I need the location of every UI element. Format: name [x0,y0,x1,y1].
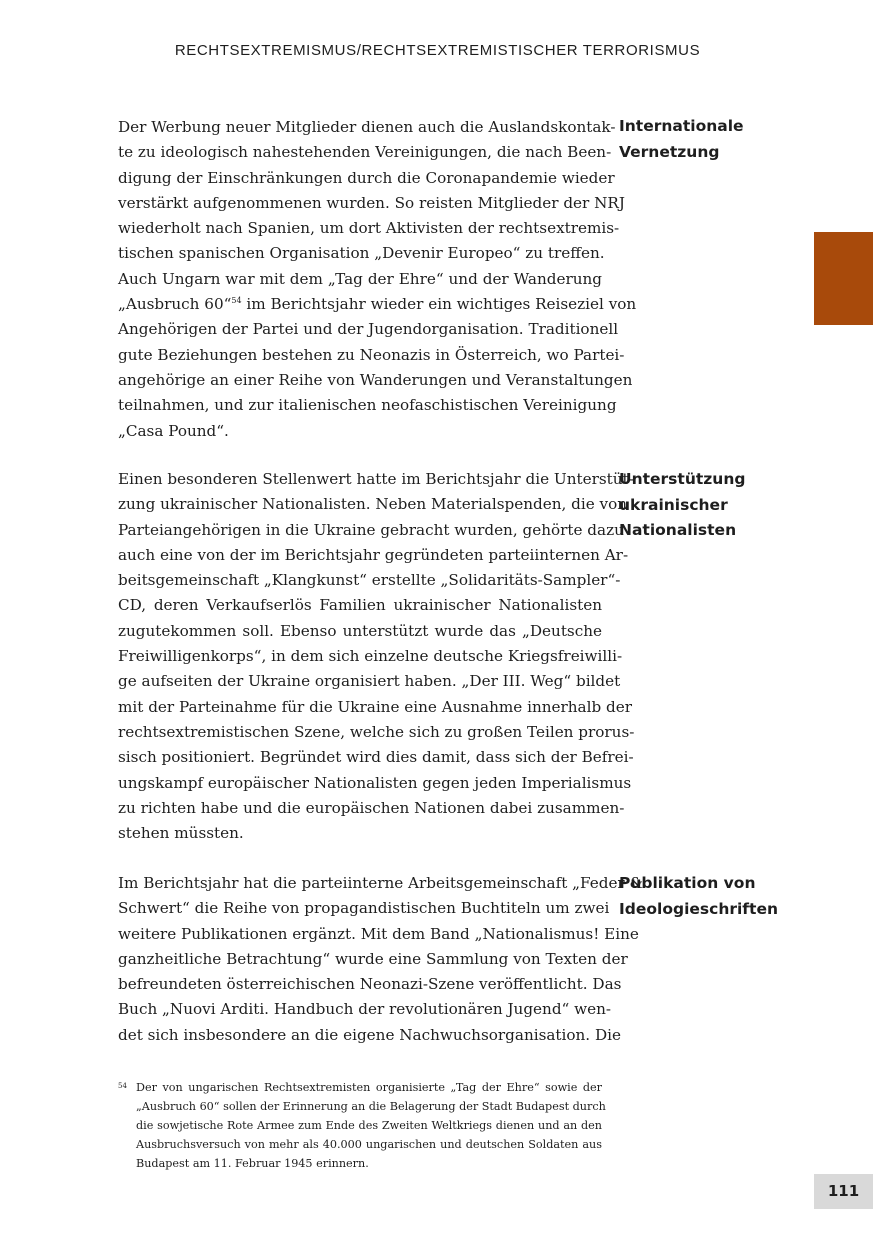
text-line: sisch positioniert. Begründet wird dies damit, dass sich der Befrei- [118,748,634,767]
text-fragment: „Ausbruch 60“ [118,295,232,314]
text-line: verstärkt aufgenommenen wurden. So reisten Mitglieder der NRJ [118,193,625,212]
text-line: teilnahmen, und zur italienischen neofaschistischen Vereinigung [118,396,617,415]
text-line: gute Beziehungen bestehen zu Neonazis in Österreich, wo Partei- [118,345,625,364]
text-line-with-footnote [118,292,637,317]
text-line: Auch Ungarn war mit dem „Tag der Ehre“ und der Wanderung [118,269,602,288]
text-line: det sich insbesondere an die eigene Nachwuchsorganisation. Die [118,1025,621,1044]
text-line: tischen spanischen Organisation „Devenir Europeo“ zu treffen. [118,244,605,263]
text-line: Angehörigen der Partei und der Jugendorganisation. Traditionell [118,320,619,339]
text-line: zu richten habe und die europäischen Nationen dabei zusammen- [118,798,625,817]
text-line: Einen besonderen Stellenwert hatte im Berichtsjahr die Unterstüt- [118,470,634,488]
footnote-line: die sowjetische Rote Armee zum Ende des Zweiten Weltkriegs dienen und an den [136,1119,602,1132]
margin-heading-international-networking: Internationale Vernetzung [619,117,744,161]
text-line: ganzheitliche Betrachtung“ wurde eine Sammlung von Texten der [118,949,628,968]
text-line: angehörige an einer Reihe von Wanderungen und Veranstaltungen [118,370,633,389]
text-line: rechtsextremistischen Szene, welche sich zu großen Teilen prorus- [118,722,635,741]
text-line: auch eine von der im Berichtsjahr gegründeten parteiinternen Ar- [118,545,629,564]
footnote [118,1078,606,1173]
text-line: zung ukrainischer Nationalisten. Neben Materialspenden, die von [118,495,628,514]
text-line: CD, deren Verkaufserlös Familien ukrainischer Nationalisten [118,596,602,615]
text-line: wiederholt nach Spanien, um dort Aktivisten der rechtsextremis- [118,219,620,238]
chapter-tab-marker [814,232,873,325]
text-line: ge aufseiten der Ukraine organisiert haben. „Der III. Weg“ bildet [118,672,621,691]
running-header: RECHTSEXTREMISMUS/RECHTSEXTREMISTISCHER TERRORISMUS [174,42,701,59]
text-line: stehen müssten. [118,824,244,843]
footnote-number: 54 [118,1082,127,1090]
text-line: „Casa Pound“. [118,421,229,440]
page-number: 111 [814,1174,873,1209]
text-line: Buch „Nuovi Arditi. Handbuch der revolutionären Jugend“ wen- [118,1000,612,1019]
paragraph-ideology-publications [118,871,644,1048]
paragraph-international-networking [118,115,637,444]
text-line: Im Berichtsjahr hat die parteiinterne Arbeitsgemeinschaft „Feder & [118,874,644,892]
text-line: zugutekommen soll. Ebenso unterstützt wurde das „Deutsche [118,621,602,640]
text-line: befreundeten österreichischen Neonazi-Szene veröffentlicht. Das [118,975,622,994]
footnote-line: Budapest am 11. Februar 1945 erinnern. [136,1157,369,1170]
text-line: mit der Parteinahme für die Ukraine eine Ausnahme innerhalb der [118,697,632,716]
footnote-text [136,1078,606,1173]
text-line: Der Werbung neuer Mitglieder dienen auch die Auslandskontak- [118,118,616,136]
text-line: ungskampf europäischer Nationalisten gegen jeden Imperialismus [118,773,632,792]
paragraph-ukraine-support [118,467,635,846]
footnote-line: Der von ungarischen Rechtsextremisten organisierte „Tag der Ehre“ sowie der [136,1081,602,1094]
footnote-line: Ausbruchsversuch von mehr als 40.000 ungarischen und deutschen Soldaten aus [136,1138,602,1151]
footnote-reference[interactable]: 54 [231,296,242,306]
text-fragment: im Berichtsjahr wieder ein wichtiges Reiseziel von [241,295,637,314]
text-line: Freiwilligenkorps“, in dem sich einzelne deutsche Kriegsfreiwilli- [118,647,623,666]
text-line: Parteiangehörigen in die Ukraine gebracht wurden, gehörte dazu [118,520,624,539]
margin-heading-ideology-publications: Publikation von Ideologieschriften [619,874,779,918]
text-line: weitere Publikationen ergänzt. Mit dem Band „Nationalismus! Eine [118,924,639,943]
text-line: te zu ideologisch nahestehenden Vereinigungen, die nach Been- [118,143,612,162]
text-line: beitsgemeinschaft „Klangkunst“ erstellte „Solidaritäts-Sampler“- [118,571,621,590]
text-line: digung der Einschränkungen durch die Coronapandemie wieder [118,168,615,187]
margin-heading-ukraine-support: Unterstützung ukrainischer Nationalisten [619,470,746,539]
text-line: Schwert“ die Reihe von propagandistischen Buchtiteln um zwei [118,899,610,918]
footnote-line: „Ausbruch 60“ sollen der Erinnerung an die Belagerung der Stadt Budapest durch [136,1100,606,1113]
